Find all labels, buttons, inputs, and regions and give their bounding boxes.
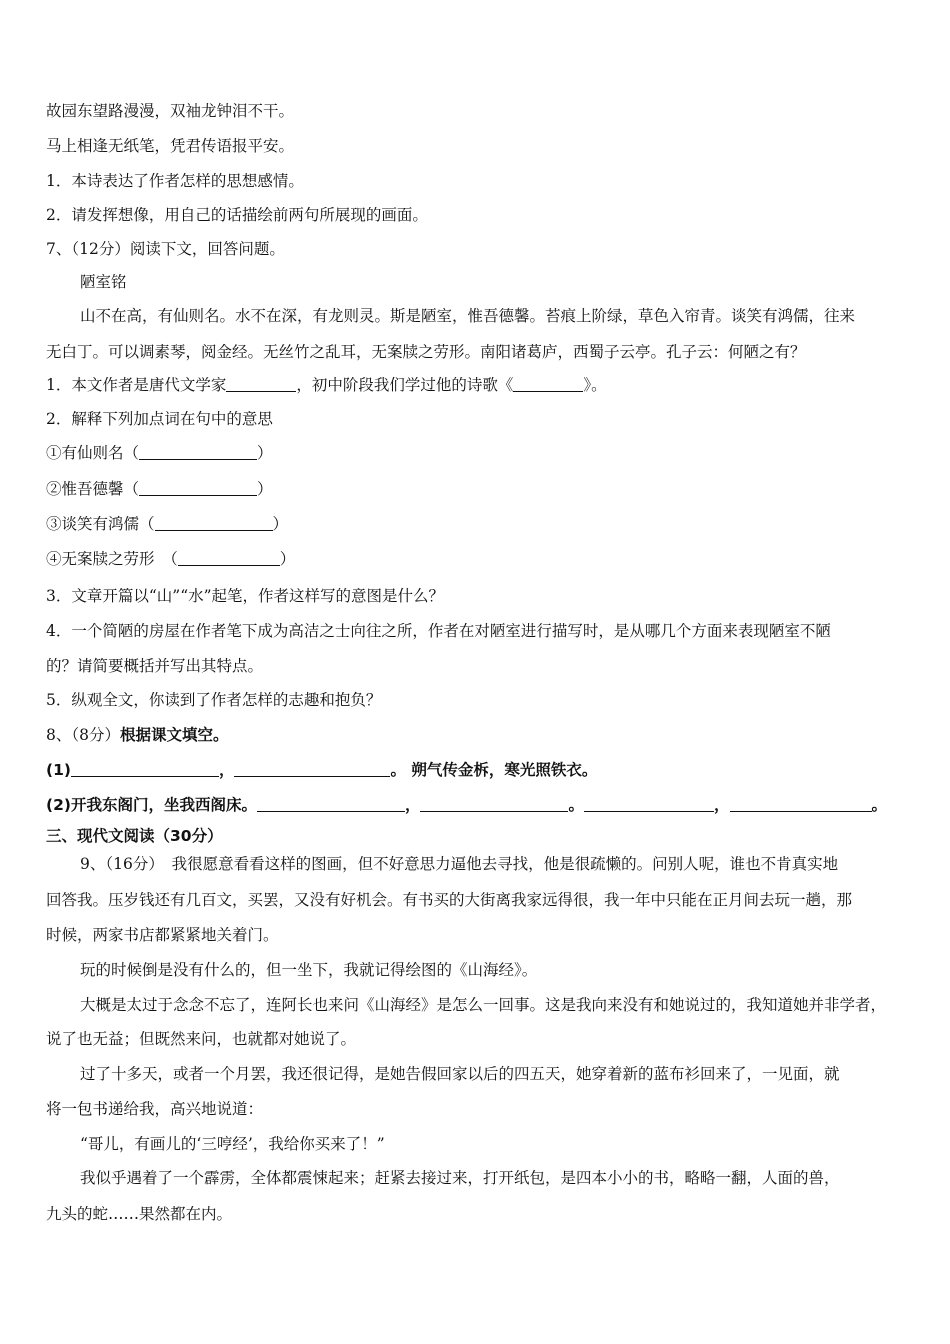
q7-text-line-2: 无白丁。可以调素琴，阅金经。无丝竹之乱耳，无案牍之劳形。南阳诸葛庐，西蜀子云亭。孔子云：何陋之有？ [46,343,806,361]
q8-line-2 [46,795,912,815]
word-item-4 [46,549,912,569]
q7-sub-1-text-b: ，初中阶段我们学过他的诗歌《 [296,376,514,394]
period: 。 [568,796,584,814]
comma: ， [404,796,421,814]
word-item-3-label: ③谈笑有鸿儒（ [46,515,155,533]
word-item-2-label: ②惟吾德馨（ [46,480,140,498]
passage-p6-line-2: 九头的蛇……果然都在内。 [46,1205,233,1223]
q8-header-instruction: 根据课文填空。 [119,726,229,744]
word-item-1 [46,443,912,463]
q7-sub-4-line-2: 的？请简要概括并写出其特点。 [46,657,264,675]
passage-p1-line-2: 回答我。压岁钱还有几百文，买罢，又没有好机会。有书买的大街离我家远得很，我一年中只能在正月间去玩一趟，那 [46,891,853,909]
poem-question-2: 2．请发挥想像，用自己的话描绘前两句所展现的画面。 [46,206,428,224]
q8-header [46,725,912,745]
passage-p4-line-2: 将一包书递给我，高兴地说道： [46,1100,264,1118]
q7-header: 7、（12分）阅读下文，回答问题。 [46,240,285,258]
word-2-blank[interactable] [139,481,257,496]
period: 。 [871,796,888,814]
passage-p4-line-1: 过了十多天，或者一个月罢，我还很记得，是她告假回家以后的四五天，她穿着新的蓝布衫回来了，一见面，就 [80,1065,840,1083]
passage-p6-line-1: 我似乎遇着了一个霹雳，全体都震悚起来；赶紧去接过来，打开纸包，是四本小小的书，略略一翻，人面的兽， [80,1169,840,1187]
word-item-2 [46,479,912,499]
word-item-3 [46,514,912,534]
poem-line-4: 马上相逢无纸笔，凭君传语报平安。 [46,137,295,155]
q7-sub-1-text-c: 》。 [583,376,607,394]
q7-title: 陋室铭 [80,273,127,291]
word-3-blank[interactable] [155,516,273,531]
author-blank[interactable] [226,377,296,392]
q8-line-2-prefix: (2)开我东阁门，坐我西阁床。 [46,796,257,814]
poem-blank[interactable] [513,377,583,392]
comma: ， [218,761,235,779]
word-item-4-label: ④无案牍之劳形 （ [46,550,178,568]
fill-blank-1[interactable] [71,762,219,777]
q7-sub-1-text-a: 1．本文作者是唐代文学家 [46,376,227,394]
fill-blank-5[interactable] [584,797,714,812]
q7-text-line-1: 山不在高，有仙则名。水不在深，有龙则灵。斯是陋室，惟吾德馨。苔痕上阶绿，草色入帘青。谈笑有鸿儒，往来 [80,307,856,325]
fill-blank-6[interactable] [730,797,872,812]
poem-question-1: 1．本诗表达了作者怎样的思想感情。 [46,172,304,190]
close-paren: ） [257,444,273,462]
close-paren: ） [272,515,289,533]
q8-line-1 [46,760,912,780]
word-4-blank[interactable] [178,551,280,566]
q7-sub-1 [46,375,912,395]
q7-sub-3: 3．文章开篇以“山”“水”起笔，作者这样写的意图是什么？ [46,587,445,605]
passage-p1-line-3: 时候，两家书店都紧紧地关着门。 [46,926,279,944]
poem-line-3: 故园东望路漫漫，双袖龙钟泪不干。 [46,102,295,120]
word-item-1-label: ①有仙则名（ [46,444,140,462]
word-1-blank[interactable] [139,445,257,460]
comma: ， [714,796,730,814]
close-paren: ） [279,550,296,568]
section-3-title: 三、现代文阅读（30分） [46,827,223,845]
fill-blank-2[interactable] [234,762,390,777]
q7-sub-2: 2．解释下列加点词在句中的意思 [46,410,273,428]
close-paren: ） [257,480,273,498]
q7-sub-5: 5．纵观全文，你读到了作者怎样的志趣和抱负？ [46,691,382,709]
fill-blank-4[interactable] [420,797,568,812]
passage-p2: 玩的时候倒是没有什么的，但一坐下，我就记得绘图的《山海经》。 [80,961,538,979]
passage-p1-line-1: 9、（16分） 我很愿意看看这样的图画，但不好意思力逼他去寻找，他是很疏懒的。问别人呢，谁也不肯真实地 [80,855,839,873]
q8-line-1-number: (1) [46,761,71,779]
passage-p5: “哥儿，有画儿的‘三哼经’，我给你买来了！” [80,1135,385,1153]
q7-sub-4-line-1: 4．一个简陋的房屋在作者笔下成为高洁之士向往之所，作者在对陋室进行描写时，是从哪几个方面来表现陋室不陋 [46,622,831,640]
q8-header-prefix: 8、（8分） [46,726,120,744]
passage-p3-line-1: 大概是太过于念念不忘了，连阿长也来问《山海经》是怎么一回事。这是我向来没有和她说过的，我知道她并非学者， [80,996,887,1014]
passage-p3-line-2: 说了也无益；但既然来问，也就都对她说了。 [46,1030,357,1048]
q8-line-1-end: 。 朔气传金柝，寒光照铁衣。 [390,761,598,779]
fill-blank-3[interactable] [257,797,405,812]
